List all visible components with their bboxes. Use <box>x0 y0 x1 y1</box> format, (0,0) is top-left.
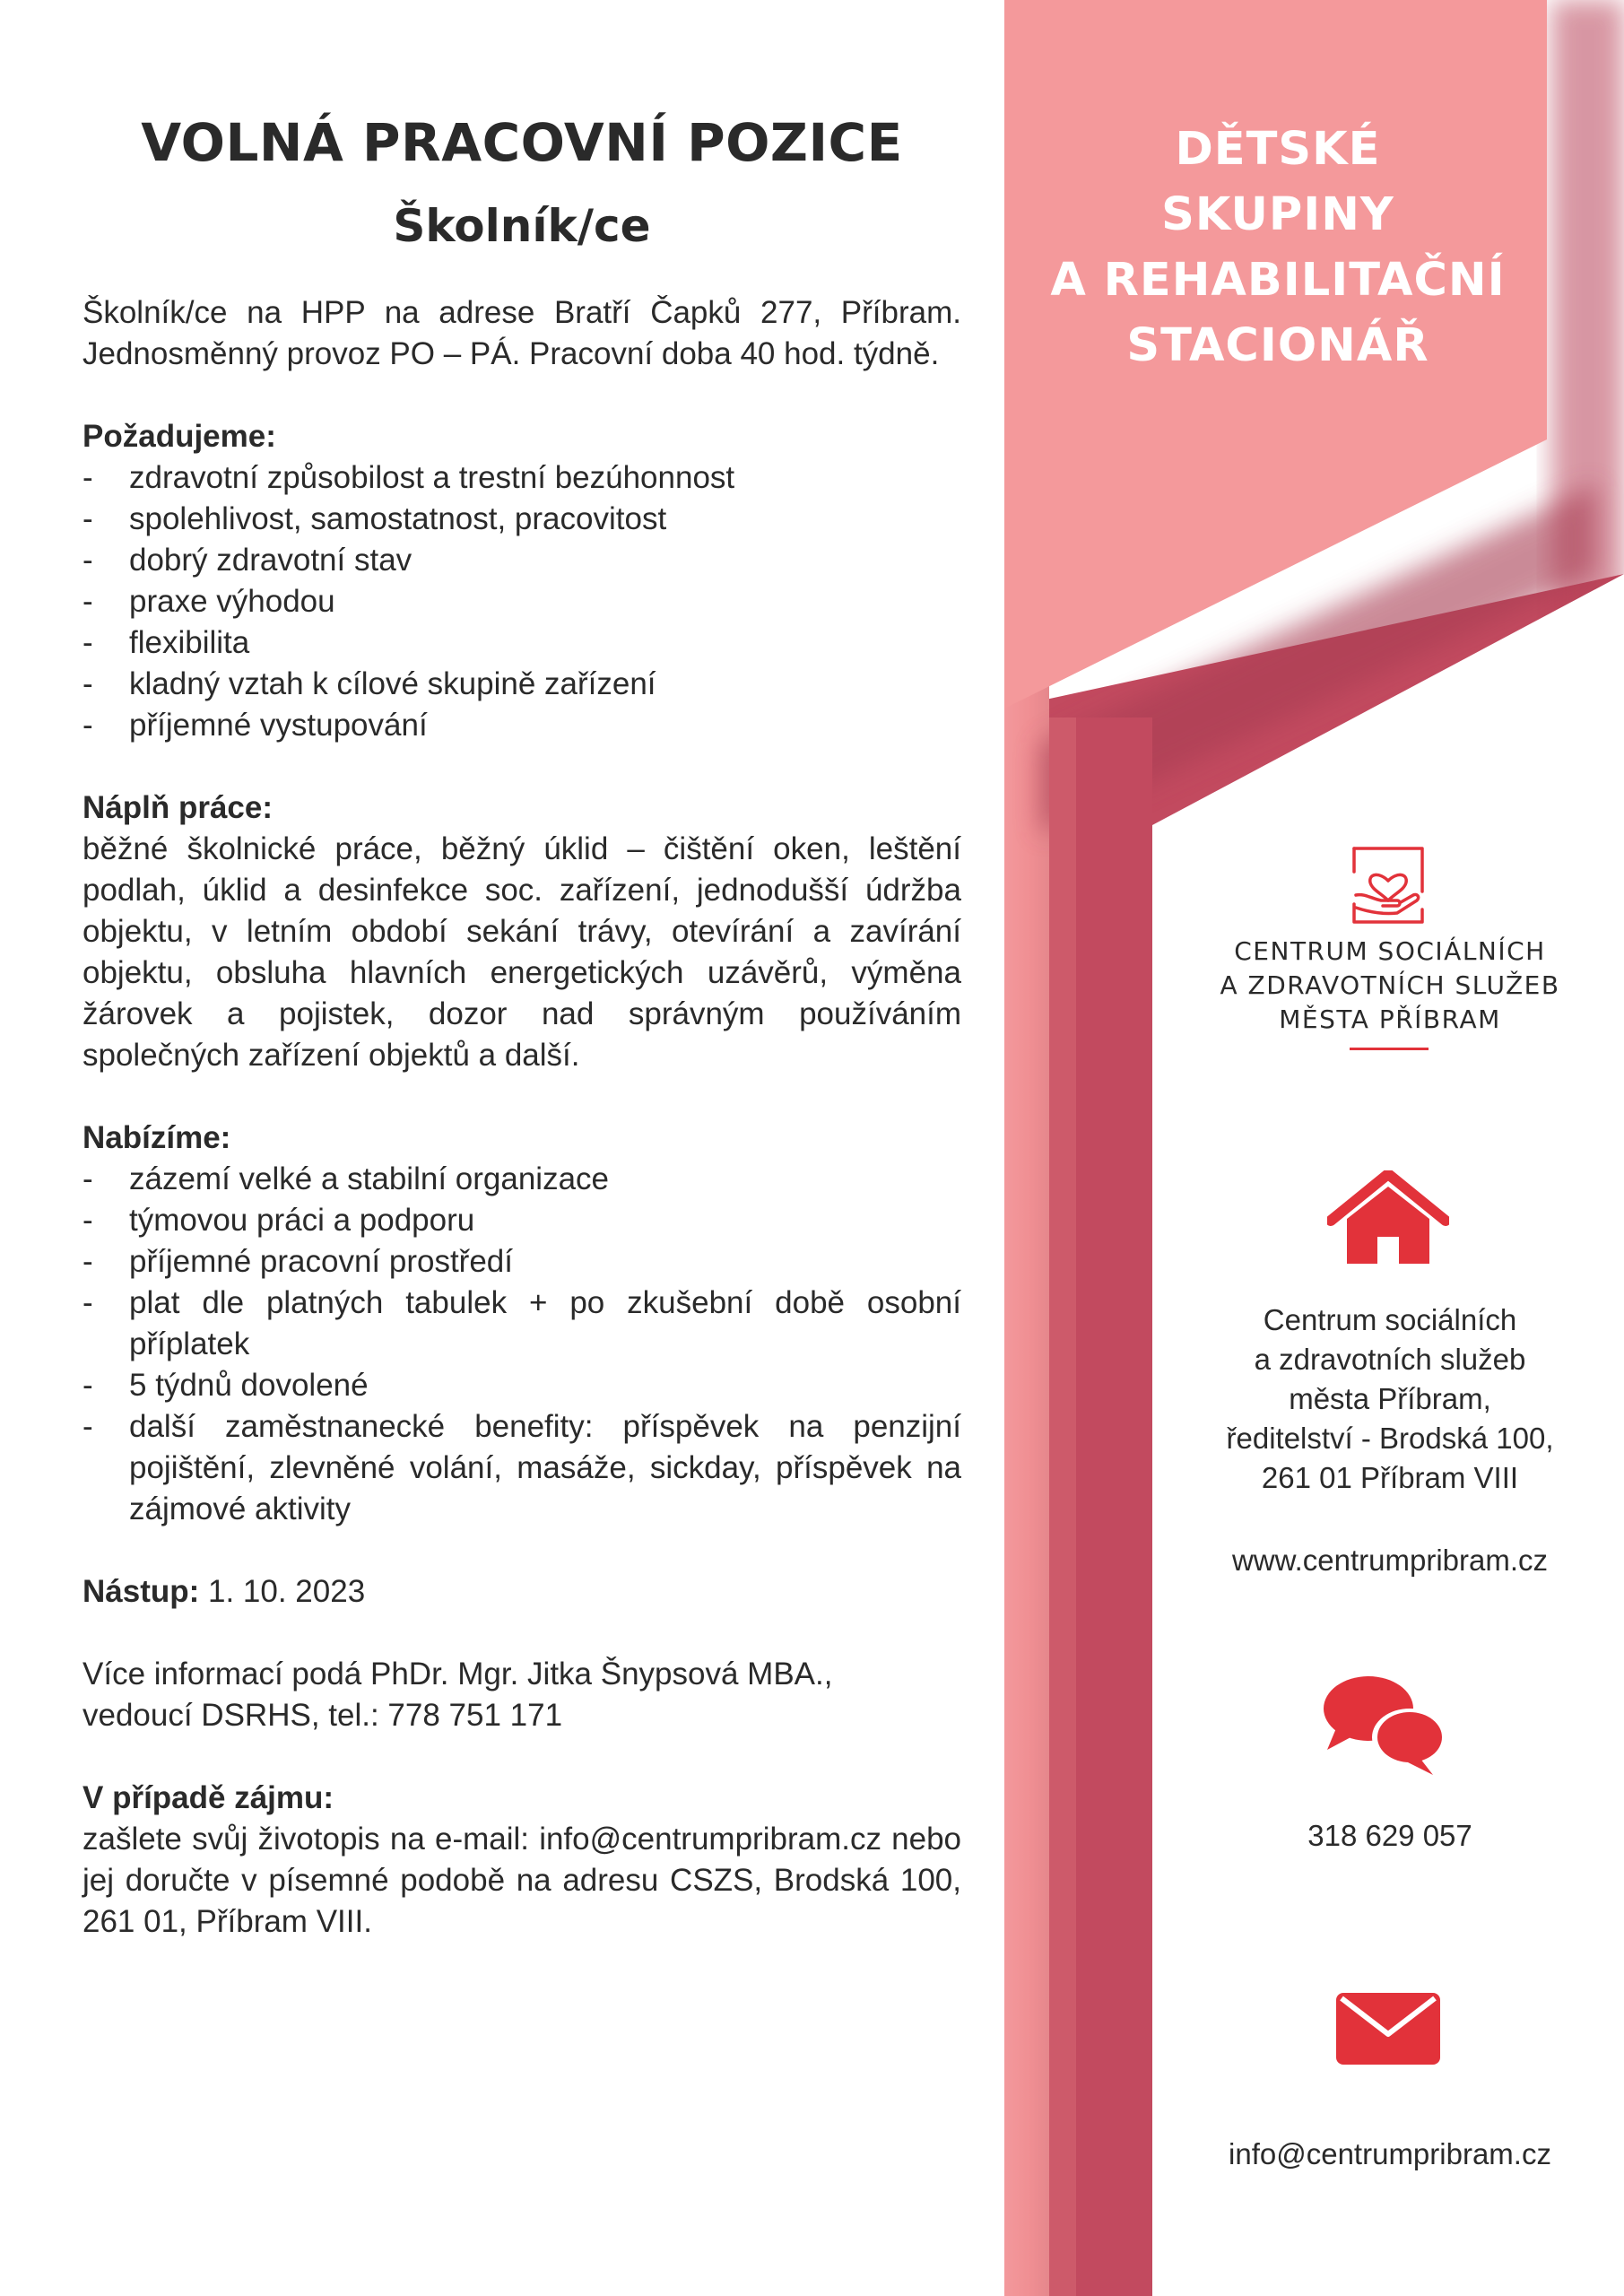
start-date: 1. 10. 2023 <box>208 1574 366 1609</box>
apply-heading: V případě zájmu: <box>83 1780 334 1815</box>
duties-section <box>83 787 961 1076</box>
address-line: 261 01 Příbram VIII <box>1261 1461 1519 1494</box>
list-item: - plat dle platných tabulek + po zkušební době osobní příplatek <box>83 1283 961 1365</box>
apply-section <box>83 1778 961 1943</box>
address-line: a zdravotních služeb <box>1254 1343 1526 1376</box>
list-item: - praxe výhodou <box>83 581 961 622</box>
duties-heading: Náplň práce: <box>83 790 273 825</box>
job-posting <box>83 112 961 1943</box>
offer-section <box>83 1118 961 1530</box>
requirements-heading: Požadujeme: <box>83 419 276 454</box>
envelope-icon <box>1334 1989 1442 2066</box>
list-item: - příjemné pracovní prostředí <box>83 1241 961 1283</box>
banner-line: DĚTSKÉ <box>1175 123 1381 176</box>
apply-text: zašlete svůj životopis na e-mail: info@centrumpribram.cz nebo jej doručte v písemné podobě na adresu CSZS, Brodská 100, 261 01, Příbram VIII. <box>83 1822 961 1939</box>
page-title: VOLNÁ PRACOVNÍ POZICE <box>141 112 903 173</box>
divider <box>1350 1048 1429 1050</box>
requirements-section <box>83 416 961 746</box>
org-name-line: CENTRUM SOCIÁLNÍCH <box>1234 936 1546 966</box>
banner-line: A REHABILITAČNÍ <box>1050 254 1506 307</box>
organization-name <box>1197 935 1583 1037</box>
intro-paragraph: Školník/ce na HPP na adrese Bratří Čapků 277, Příbram. Jednosměnný provoz PO – PÁ. Pracovní doba 40 hod. týdně. <box>83 295 961 371</box>
house-icon <box>1327 1170 1449 1265</box>
offer-list <box>83 1159 961 1530</box>
list-item: - další zaměstnanecké benefity: příspěvek na penzijní pojištění, zlevněné volání, masáže, sickday, příspěvek na zájmové aktivity <box>83 1406 961 1530</box>
phone-number[interactable]: 318 629 057 <box>1307 1819 1472 1852</box>
contact-section <box>83 1654 961 1736</box>
start-section <box>83 1571 961 1613</box>
list-item: - příjemné vystupování <box>83 705 961 746</box>
list-item: - zdravotní způsobilost a trestní bezúhonnost <box>83 457 961 499</box>
email-link[interactable]: info@centrumpribram.cz <box>1229 2137 1551 2170</box>
address-line: města Příbram, <box>1289 1382 1491 1415</box>
org-name-line: MĚSTA PŘÍBRAM <box>1279 1004 1501 1034</box>
chat-bubbles-icon <box>1322 1673 1447 1777</box>
address-block <box>1197 1300 1583 1498</box>
address-line: ředitelství - Brodská 100, <box>1226 1422 1554 1455</box>
list-item: - flexibilita <box>83 622 961 664</box>
org-name-line: A ZDRAVOTNÍCH SLUŽEB <box>1220 970 1560 1000</box>
list-item: - zázemí velké a stabilní organizace <box>83 1159 961 1200</box>
contact-line: vedoucí DSRHS, tel.: 778 751 171 <box>83 1698 563 1733</box>
list-item: - týmovou práci a podporu <box>83 1200 961 1241</box>
banner-title <box>1036 117 1520 378</box>
list-item: - dobrý zdravotní stav <box>83 540 961 581</box>
list-item: - 5 týdnů dovolené <box>83 1365 961 1406</box>
banner-line: STACIONÁŘ <box>1126 319 1429 372</box>
offer-heading: Nabízíme: <box>83 1120 231 1155</box>
position-title: Školník/ce <box>393 200 651 252</box>
list-item: - spolehlivost, samostatnost, pracovitost <box>83 499 961 540</box>
duties-text: běžné školnické práce, běžný úklid – čištění oken, leštění podlah, úklid a desinfekce soc. zařízení, jednodušší údržba objektu, v letním období sekání trávy, otevírání a zavírání objektu, obsluha hlavních energetických uzávěrů, výměna žárovek a pojistek, dozor nad správným používáním společných zařízení objektů a další. <box>83 831 961 1073</box>
heart-hands-logo-icon <box>1345 845 1431 926</box>
website-link[interactable]: www.centrumpribram.cz <box>1231 1544 1549 1577</box>
requirements-list <box>83 457 961 746</box>
list-item: - kladný vztah k cílové skupině zařízení <box>83 664 961 705</box>
start-label: Nástup: <box>83 1574 200 1609</box>
contact-line: Více informací podá PhDr. Mgr. Jitka Šnypsová MBA., <box>83 1657 833 1692</box>
address-line: Centrum sociálních <box>1263 1303 1517 1336</box>
banner-line: SKUPINY <box>1161 188 1394 241</box>
